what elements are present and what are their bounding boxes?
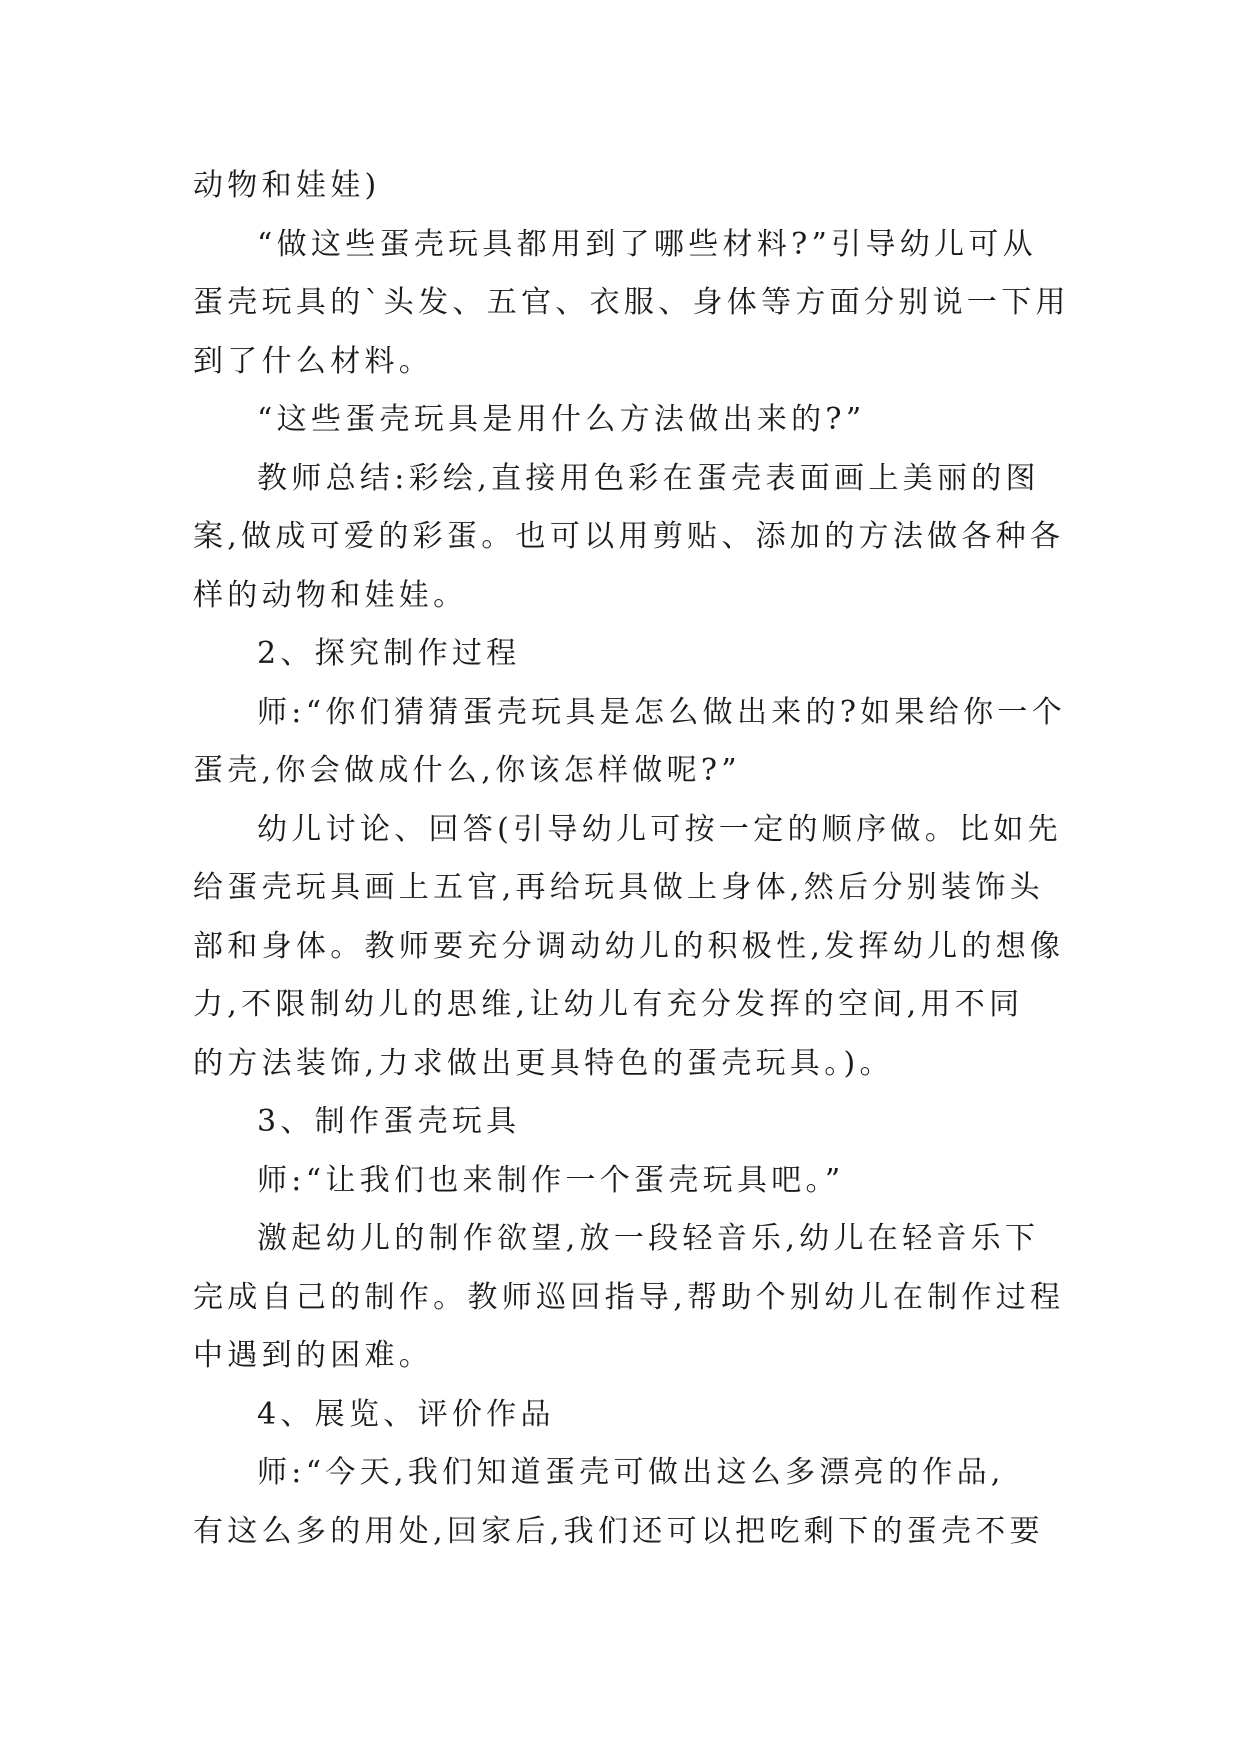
text-line: 幼儿讨论、回答(引导幼儿可按一定的顺序做。比如先 [257, 811, 1062, 847]
text-line: 4、展览、评价作品 [257, 1396, 555, 1432]
text-line: 有这么多的用处,回家后,我们还可以把吃剩下的蛋壳不要 [193, 1513, 1044, 1549]
text-line: 蛋壳,你会做成什么,你该怎样做呢?” [193, 753, 741, 788]
text-line: 2、探究制作过程 [257, 636, 521, 671]
text-line: 师:“今天,我们知道蛋壳可做出这么多漂亮的作品, [257, 1455, 1005, 1490]
text-line: 蛋壳玩具的`头发、五官、衣服、身体等方面分别说一下用 [193, 285, 1070, 320]
text-line: 到了什么材料。 [193, 343, 434, 379]
text-line: 样的动物和娃娃。 [193, 577, 468, 613]
text-line: “做这些蛋壳玩具都用到了哪些材料?”引导幼儿可从 [257, 226, 1037, 262]
text-line: 案,做成可爱的彩蛋。也可以用剪贴、添加的方法做各种各 [193, 519, 1065, 554]
text-line: 中遇到的困难。 [193, 1338, 434, 1373]
text-line: 师:“让我们也来制作一个蛋壳玩具吧。” [257, 1162, 845, 1198]
text-line: 教师总结:彩绘,直接用色彩在蛋壳表面画上美丽的图 [257, 460, 1040, 496]
text-line: 动物和娃娃) [193, 168, 381, 203]
text-line: “这些蛋壳玩具是用什么方法做出来的?” [257, 402, 866, 437]
text-line: 激起幼儿的制作欲望,放一段轻音乐,幼儿在轻音乐下 [257, 1221, 1040, 1256]
text-line: 的方法装饰,力求做出更具特色的蛋壳玩具。)。 [193, 1045, 894, 1081]
text-line: 完成自己的制作。教师巡回指导,帮助个别幼儿在制作过程 [193, 1279, 1065, 1315]
text-line: 师:“你们猜猜蛋壳玩具是怎么做出来的?如果给你一个 [257, 694, 1067, 730]
text-line: 力,不限制幼儿的思维,让幼儿有充分发挥的空间,用不同 [193, 987, 1024, 1022]
text-line: 给蛋壳玩具画上五官,再给玩具做上身体,然后分别装饰头 [193, 870, 1044, 905]
text-line: 部和身体。教师要充分调动幼儿的积极性,发挥幼儿的想像 [193, 928, 1065, 964]
document-body [193, 157, 1070, 1561]
text-line: 3、制作蛋壳玩具 [257, 1104, 521, 1139]
